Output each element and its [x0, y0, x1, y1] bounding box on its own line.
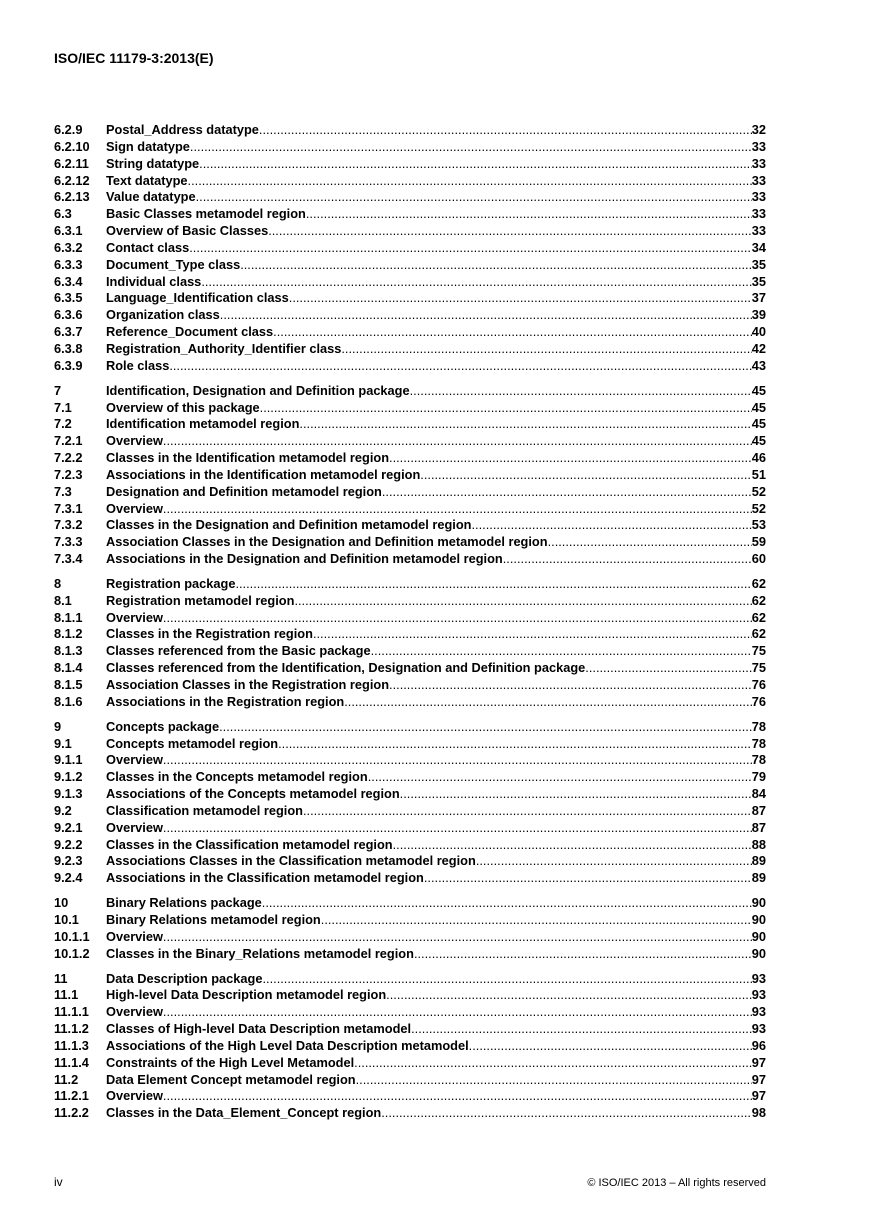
- toc-entry-title: High-level Data Description metamodel region: [106, 987, 387, 1003]
- toc-entry-page: 35: [751, 273, 766, 289]
- toc-dot-leader: [306, 206, 752, 223]
- toc-dot-leader: [163, 501, 752, 518]
- toc-entry-title: Data Element Concept metamodel region: [106, 1071, 356, 1087]
- toc-entry[interactable]: [54, 484, 766, 501]
- toc-entry-title: Associations of the Concepts metamodel region: [106, 786, 400, 802]
- toc-group: [54, 122, 766, 375]
- toc-dot-leader: [400, 786, 752, 803]
- toc-entry[interactable]: [54, 358, 766, 375]
- copyright-notice: © ISO/IEC 2013 – All rights reserved: [587, 1177, 766, 1189]
- toc-entry-title: Classes of High-level Data Description metamodel: [106, 1021, 412, 1037]
- toc-entry-page: 37: [751, 290, 766, 306]
- toc-group: [54, 895, 766, 962]
- toc-dot-leader: [424, 870, 752, 887]
- toc-entry-title: Data Description package: [106, 970, 263, 986]
- toc-entry-number: 6.3.6: [54, 307, 83, 323]
- toc-entry-number: 9.2.2: [54, 836, 83, 852]
- toc-dot-leader: [381, 1105, 752, 1122]
- toc-dot-leader: [201, 274, 751, 291]
- toc-entry-page: 93: [751, 987, 766, 1003]
- toc-dot-leader: [503, 551, 752, 568]
- toc-entry[interactable]: [54, 820, 766, 837]
- toc-entry[interactable]: [54, 870, 766, 887]
- toc-entry-title: Classes in the Registration region: [106, 626, 313, 642]
- toc-entry[interactable]: [54, 987, 766, 1004]
- toc-dot-leader: [389, 677, 752, 694]
- toc-entry-number: 9: [54, 718, 62, 734]
- toc-entry-title: Document_Type class: [106, 256, 241, 272]
- toc-entry[interactable]: [54, 433, 766, 450]
- toc-entry-title: Associations in the Classification metamodel region: [106, 870, 424, 886]
- toc-entry[interactable]: [54, 1021, 766, 1038]
- toc-entry[interactable]: [54, 1088, 766, 1105]
- toc-entry[interactable]: [54, 189, 766, 206]
- toc-entry-page: 98: [751, 1105, 766, 1121]
- toc-entry-page: 87: [751, 802, 766, 818]
- toc-entry[interactable]: [54, 643, 766, 660]
- toc-entry[interactable]: [54, 1004, 766, 1021]
- toc-entry-page: 60: [751, 551, 766, 567]
- toc-entry-title: Basic Classes metamodel region: [106, 206, 306, 222]
- toc-entry[interactable]: [54, 122, 766, 139]
- toc-entry-number: 10.1.1: [54, 928, 90, 944]
- toc-entry-page: 33: [751, 206, 766, 222]
- toc-entry-title: Associations Classes in the Classification metamodel region: [106, 853, 476, 869]
- toc-entry-number: 6.3.9: [54, 357, 83, 373]
- toc-dot-leader: [548, 534, 752, 551]
- toc-entry-title: Overview of this package: [106, 399, 260, 415]
- toc-entry-number: 7: [54, 382, 62, 398]
- toc-entry-page: 59: [751, 534, 766, 550]
- toc-dot-leader: [371, 643, 752, 660]
- toc-entry-number: 8.1.2: [54, 626, 83, 642]
- toc-entry[interactable]: [54, 677, 766, 694]
- toc-entry[interactable]: [54, 551, 766, 568]
- toc-entry-number: 11.2.2: [54, 1105, 89, 1121]
- toc-entry-title: Language_Identification class: [106, 290, 289, 306]
- toc-entry-number: 9.2.4: [54, 870, 83, 886]
- toc-entry-number: 6.2.10: [54, 138, 90, 154]
- toc-entry[interactable]: [54, 946, 766, 963]
- toc-entry[interactable]: [54, 626, 766, 643]
- toc-entry-page: 75: [751, 643, 766, 659]
- toc-dot-leader: [382, 484, 752, 501]
- toc-entry[interactable]: [54, 853, 766, 870]
- toc-entry[interactable]: [54, 534, 766, 551]
- toc-entry-title: Classes in the Data_Element_Concept region: [106, 1105, 382, 1121]
- toc-entry-page: 76: [751, 677, 766, 692]
- toc-entry-number: 8.1.1: [54, 609, 83, 625]
- toc-dot-leader: [410, 383, 752, 400]
- toc-entry-page: 90: [751, 928, 766, 944]
- toc-entry-page: 33: [751, 189, 766, 205]
- toc-dot-leader: [188, 173, 752, 190]
- toc-entry-number: 6.2.12: [54, 172, 90, 188]
- toc-entry-number: 9.1.3: [54, 786, 83, 802]
- toc-dot-leader: [386, 987, 752, 1004]
- toc-entry-page: 93: [751, 970, 766, 986]
- table-of-contents: [54, 122, 766, 1130]
- toc-entry[interactable]: [54, 517, 766, 534]
- toc-entry[interactable]: [54, 576, 766, 593]
- toc-dot-leader: [354, 1055, 752, 1072]
- toc-dot-leader: [356, 1072, 752, 1089]
- toc-entry[interactable]: [54, 274, 766, 291]
- toc-entry-title: Classes in the Identification metamodel region: [106, 450, 390, 466]
- toc-entry-title: Overview: [106, 752, 163, 768]
- toc-entry[interactable]: [54, 694, 766, 711]
- toc-entry-page: 45: [751, 382, 766, 398]
- toc-entry[interactable]: [54, 660, 766, 677]
- toc-dot-leader: [196, 189, 752, 206]
- toc-entry-number: 8.1.3: [54, 643, 83, 659]
- toc-entry-title: Overview: [106, 1004, 163, 1020]
- toc-entry-title: String datatype: [106, 155, 200, 171]
- toc-entry[interactable]: [54, 173, 766, 190]
- toc-entry-title: Contact class: [106, 239, 190, 255]
- toc-entry-title: Association Classes in the Designation and Definition metamodel region: [106, 534, 548, 550]
- toc-entry-number: 11.1.3: [54, 1037, 89, 1053]
- toc-entry-title: Classes in the Binary_Relations metamodel region: [106, 945, 414, 961]
- toc-entry-title: Concepts metamodel region: [106, 735, 279, 751]
- toc-entry-page: 62: [751, 609, 766, 625]
- toc-entry-page: 45: [751, 433, 766, 449]
- toc-dot-leader: [278, 736, 752, 753]
- toc-entry-title: Classes in the Classification metamodel region: [106, 836, 393, 852]
- toc-entry-title: Constraints of the High Level Metamodel: [106, 1054, 355, 1070]
- toc-dot-leader: [585, 660, 751, 677]
- toc-entry-number: 6.2.11: [54, 155, 89, 171]
- toc-dot-leader: [471, 517, 751, 534]
- toc-entry-number: 10: [54, 895, 69, 911]
- toc-entry[interactable]: [54, 1038, 766, 1055]
- toc-entry-page: 78: [751, 718, 766, 734]
- toc-entry-title: Classes referenced from the Identification, Designation and Definition package: [106, 660, 586, 676]
- toc-entry-title: Identification metamodel region: [106, 416, 300, 432]
- toc-entry[interactable]: [54, 610, 766, 627]
- toc-entry-page: 89: [751, 853, 766, 869]
- toc-entry-page: 52: [751, 483, 766, 499]
- toc-entry-page: 45: [751, 416, 766, 432]
- toc-entry-title: Associations in the Designation and Definition metamodel region: [106, 551, 503, 567]
- toc-dot-leader: [299, 416, 751, 433]
- toc-entry-title: Individual class: [106, 273, 202, 289]
- toc-entry-title: Registration package: [106, 575, 236, 591]
- toc-entry-page: 52: [751, 500, 766, 516]
- toc-dot-leader: [469, 1038, 752, 1055]
- toc-entry-page: 62: [751, 626, 766, 642]
- toc-entry-number: 6.3.1: [54, 223, 83, 239]
- toc-group: [54, 383, 766, 568]
- toc-entry-page: 78: [751, 752, 766, 768]
- toc-dot-leader: [313, 626, 752, 643]
- toc-dot-leader: [220, 307, 752, 324]
- toc-entry-number: 6.3.8: [54, 340, 83, 356]
- page-number: iv: [54, 1175, 63, 1189]
- toc-dot-leader: [163, 1088, 752, 1105]
- toc-entry-number: 9.2: [54, 802, 72, 818]
- toc-dot-leader: [163, 1004, 752, 1021]
- toc-entry-title: Designation and Definition metamodel region: [106, 483, 382, 499]
- toc-dot-leader: [393, 837, 752, 854]
- toc-entry[interactable]: [54, 837, 766, 854]
- toc-entry-title: Overview: [106, 819, 163, 835]
- toc-entry-page: 79: [751, 769, 766, 785]
- toc-entry-page: 53: [751, 517, 766, 533]
- toc-entry-page: 46: [751, 450, 766, 466]
- toc-entry-page: 97: [751, 1088, 766, 1104]
- toc-entry-page: 76: [751, 693, 766, 709]
- toc-entry-title: Organization class: [106, 307, 220, 323]
- toc-entry[interactable]: [54, 257, 766, 274]
- toc-entry[interactable]: [54, 450, 766, 467]
- toc-dot-leader: [268, 223, 752, 240]
- toc-entry-title: Postal_Address datatype: [106, 122, 259, 137]
- toc-entry-page: 90: [751, 911, 766, 927]
- toc-entry-number: 9.2.1: [54, 819, 83, 835]
- toc-entry-number: 7.2.1: [54, 433, 83, 449]
- toc-entry[interactable]: [54, 719, 766, 736]
- toc-entry[interactable]: [54, 895, 766, 912]
- toc-dot-leader: [289, 290, 752, 307]
- toc-entry-page: 75: [751, 660, 766, 676]
- toc-entry-number: 11.2: [54, 1071, 79, 1087]
- toc-entry-title: Concepts package: [106, 718, 220, 734]
- toc-entry-number: 9.1: [54, 735, 72, 751]
- toc-entry-number: 6.3.4: [54, 273, 83, 289]
- toc-entry-number: 11.1.4: [54, 1054, 89, 1070]
- toc-entry-number: 11.1.2: [54, 1021, 89, 1037]
- toc-entry-page: 62: [751, 592, 766, 608]
- toc-dot-leader: [169, 358, 751, 375]
- toc-entry-title: Value datatype: [106, 189, 196, 205]
- toc-entry[interactable]: [54, 912, 766, 929]
- toc-entry-page: 35: [751, 256, 766, 272]
- toc-entry[interactable]: [54, 752, 766, 769]
- toc-entry-page: 93: [751, 1004, 766, 1020]
- toc-group: [54, 719, 766, 887]
- toc-entry-page: 97: [751, 1071, 766, 1087]
- toc-entry-page: 43: [751, 357, 766, 373]
- toc-entry[interactable]: [54, 1105, 766, 1122]
- toc-dot-leader: [389, 450, 752, 467]
- toc-entry-number: 9.2.3: [54, 853, 83, 869]
- toc-dot-leader: [189, 240, 752, 257]
- toc-entry-title: Registration_Authority_Identifier class: [106, 340, 342, 356]
- toc-entry-page: 33: [751, 138, 766, 154]
- toc-entry-title: Text datatype: [106, 172, 188, 188]
- toc-entry[interactable]: [54, 139, 766, 156]
- toc-entry[interactable]: [54, 501, 766, 518]
- toc-entry-number: 6.2.9: [54, 122, 83, 137]
- toc-entry[interactable]: [54, 467, 766, 484]
- toc-entry-title: Classification metamodel region: [106, 802, 303, 818]
- toc-group: [54, 576, 766, 711]
- toc-entry-number: 7.3.4: [54, 551, 83, 567]
- toc-entry-title: Overview: [106, 1088, 163, 1104]
- toc-entry-number: 11: [54, 970, 68, 986]
- toc-entry-number: 6.3.3: [54, 256, 83, 272]
- toc-entry[interactable]: [54, 593, 766, 610]
- toc-entry-page: 78: [751, 735, 766, 751]
- toc-dot-leader: [420, 467, 751, 484]
- toc-entry-page: 88: [751, 836, 766, 852]
- toc-dot-leader: [476, 853, 752, 870]
- toc-dot-leader: [240, 257, 752, 274]
- toc-entry[interactable]: [54, 206, 766, 223]
- toc-entry-page: 34: [751, 239, 766, 255]
- toc-entry[interactable]: [54, 324, 766, 341]
- toc-entry-page: 51: [751, 466, 766, 482]
- toc-entry-title: Binary Relations package: [106, 895, 262, 911]
- toc-dot-leader: [260, 400, 752, 417]
- toc-dot-leader: [219, 719, 752, 736]
- toc-dot-leader: [235, 576, 751, 593]
- toc-entry-page: 33: [751, 223, 766, 239]
- toc-entry[interactable]: [54, 383, 766, 400]
- toc-entry[interactable]: [54, 971, 766, 988]
- toc-dot-leader: [163, 752, 752, 769]
- toc-entry-title: Overview: [106, 500, 163, 516]
- toc-entry-title: Associations in the Registration region: [106, 693, 345, 709]
- toc-entry[interactable]: [54, 803, 766, 820]
- toc-dot-leader: [163, 820, 752, 837]
- toc-entry[interactable]: [54, 400, 766, 417]
- toc-entry-page: 97: [751, 1054, 766, 1070]
- toc-entry-page: 33: [751, 172, 766, 188]
- toc-entry-title: Reference_Document class: [106, 324, 274, 340]
- toc-entry[interactable]: [54, 416, 766, 433]
- toc-entry-number: 8.1.4: [54, 660, 83, 676]
- toc-entry-number: 6.3.7: [54, 324, 83, 340]
- toc-entry-number: 11.1.1: [54, 1004, 89, 1020]
- toc-entry[interactable]: [54, 769, 766, 786]
- toc-entry-number: 8: [54, 575, 62, 591]
- toc-entry-page: 32: [751, 122, 766, 137]
- toc-entry-number: 7.2: [54, 416, 72, 432]
- toc-group: [54, 971, 766, 1123]
- toc-entry-title: Overview: [106, 928, 163, 944]
- toc-dot-leader: [303, 803, 752, 820]
- toc-entry-title: Classes in the Concepts metamodel region: [106, 769, 368, 785]
- toc-entry-number: 8.1.6: [54, 693, 83, 709]
- toc-dot-leader: [262, 895, 752, 912]
- toc-entry[interactable]: [54, 223, 766, 240]
- toc-entry-number: 7.2.2: [54, 450, 83, 466]
- toc-dot-leader: [262, 971, 751, 988]
- toc-dot-leader: [190, 139, 752, 156]
- toc-entry-title: Binary Relations metamodel region: [106, 911, 321, 927]
- document-header-title: ISO/IEC 11179-3:2013(E): [54, 50, 214, 66]
- toc-dot-leader: [273, 324, 752, 341]
- toc-dot-leader: [294, 593, 751, 610]
- toc-entry[interactable]: [54, 290, 766, 307]
- toc-entry-title: Overview: [106, 609, 163, 625]
- toc-entry-number: 11.2.1: [54, 1088, 89, 1104]
- toc-entry-number: 9.1.2: [54, 769, 83, 785]
- toc-entry-number: 10.1: [54, 911, 79, 927]
- toc-entry-title: Overview: [106, 433, 163, 449]
- toc-entry[interactable]: [54, 1072, 766, 1089]
- toc-entry-number: 6.3: [54, 206, 72, 222]
- toc-entry-number: 6.3.2: [54, 239, 83, 255]
- toc-entry-title: Associations of the High Level Data Description metamodel: [106, 1037, 469, 1053]
- toc-entry-title: Registration metamodel region: [106, 592, 295, 608]
- toc-dot-leader: [163, 610, 752, 627]
- toc-dot-leader: [411, 1021, 752, 1038]
- toc-entry-number: 7.1: [54, 399, 72, 415]
- toc-entry-page: 33: [751, 155, 766, 171]
- toc-entry-page: 45: [751, 399, 766, 415]
- page-footer: [54, 1175, 766, 1189]
- toc-entry-page: 90: [751, 945, 766, 961]
- toc-entry-number: 8.1: [54, 592, 72, 608]
- toc-entry[interactable]: [54, 240, 766, 257]
- toc-entry[interactable]: [54, 736, 766, 753]
- toc-entry[interactable]: [54, 307, 766, 324]
- toc-entry-title: Association Classes in the Registration region: [106, 677, 390, 692]
- toc-entry-title: Identification, Designation and Definition package: [106, 382, 410, 398]
- toc-dot-leader: [163, 433, 752, 450]
- toc-dot-leader: [414, 946, 752, 963]
- toc-entry-page: 89: [751, 870, 766, 886]
- toc-entry-title: Classes referenced from the Basic package: [106, 643, 371, 659]
- toc-dot-leader: [321, 912, 752, 929]
- toc-entry-number: 8.1.5: [54, 677, 83, 692]
- toc-entry-page: 42: [751, 340, 766, 356]
- toc-entry[interactable]: [54, 929, 766, 946]
- toc-entry[interactable]: [54, 341, 766, 358]
- toc-dot-leader: [344, 694, 752, 711]
- toc-entry-number: 9.1.1: [54, 752, 83, 768]
- toc-entry[interactable]: [54, 156, 766, 173]
- toc-entry-title: Classes in the Designation and Definition metamodel region: [106, 517, 472, 533]
- toc-entry-number: 6.3.5: [54, 290, 83, 306]
- toc-entry-title: Sign datatype: [106, 138, 190, 154]
- toc-entry-number: 7.3: [54, 483, 72, 499]
- toc-entry-page: 87: [751, 819, 766, 835]
- toc-entry[interactable]: [54, 786, 766, 803]
- toc-entry-number: 6.2.13: [54, 189, 90, 205]
- toc-entry-page: 93: [751, 1021, 766, 1037]
- toc-entry-number: 11.1: [54, 987, 79, 1003]
- toc-dot-leader: [341, 341, 751, 358]
- toc-entry-title: Overview of Basic Classes: [106, 223, 269, 239]
- toc-entry-page: 90: [751, 895, 766, 911]
- toc-entry-number: 10.1.2: [54, 945, 90, 961]
- toc-entry-page: 62: [751, 575, 766, 591]
- toc-entry-page: 96: [751, 1037, 766, 1053]
- toc-entry-number: 7.2.3: [54, 466, 83, 482]
- toc-dot-leader: [368, 769, 752, 786]
- toc-entry-number: 7.3.3: [54, 534, 83, 550]
- toc-entry-page: 84: [751, 786, 766, 802]
- toc-dot-leader: [199, 156, 752, 173]
- toc-entry-page: 40: [751, 324, 766, 340]
- toc-dot-leader: [163, 929, 752, 946]
- toc-entry-title: Role class: [106, 357, 170, 373]
- toc-entry[interactable]: [54, 1055, 766, 1072]
- toc-entry-number: 7.3.2: [54, 517, 83, 533]
- toc-entry-title: Associations in the Identification metamodel region: [106, 466, 421, 482]
- toc-entry-number: 7.3.1: [54, 500, 83, 516]
- toc-entry-page: 39: [751, 307, 766, 323]
- toc-dot-leader: [259, 122, 752, 139]
